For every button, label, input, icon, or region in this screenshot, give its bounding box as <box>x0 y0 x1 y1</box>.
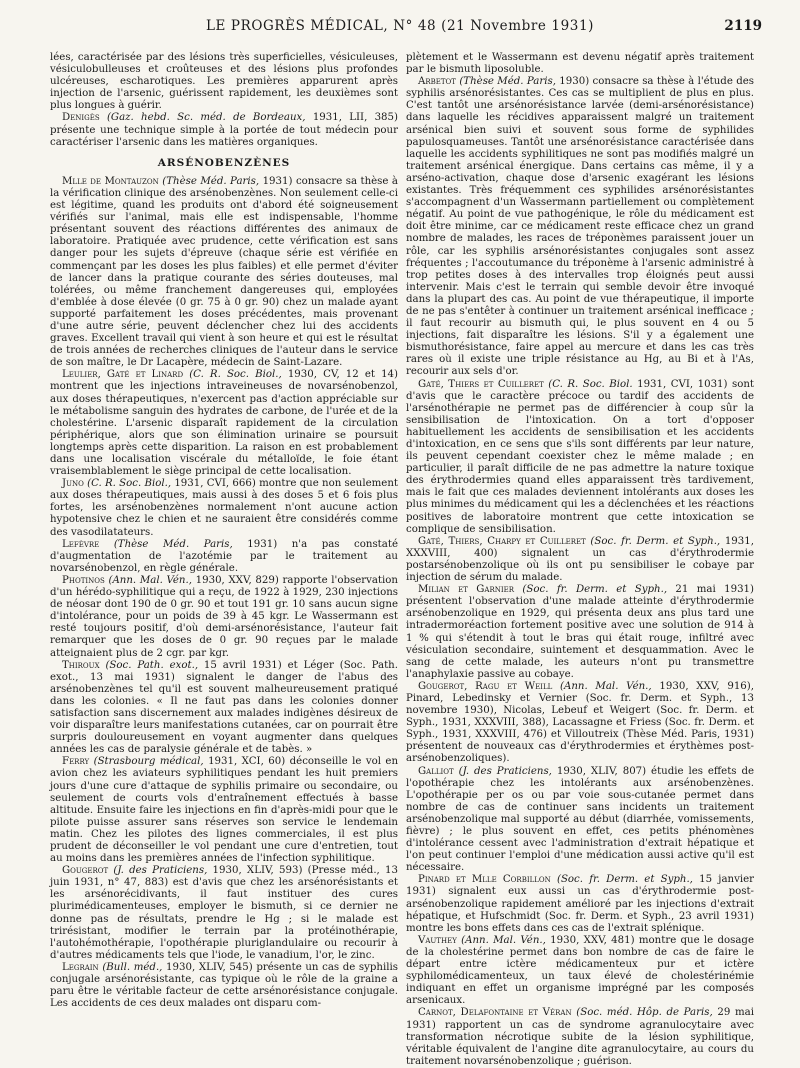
paragraph <box>406 379 754 536</box>
source: (Soc. méd. Hôp. de Paris, <box>576 1007 713 1019</box>
source: (Soc. Path. exot., <box>105 659 199 671</box>
body-text: 1931, CVI, 1031) sont d'avis que le caractère précoce ou tardif des accidents de l'arsénothérapie ne permet pas de différencier à coup sûr la sensibilisation de l'intoxication. On a tort d'opposer habituellement les accidents de sensibilisation et les accidents d'intoxication, en ce sens que s'ils sont différents par leur nature, ils peuvent cependant coexister chez le même malade ; en particulier, il paraît difficile de ne pas admettre la nature toxique des érythrodermies quand elles apparaissent très tardivement, mais le fait que ces malades deviennent intolérants aux doses les plus minimes du médicament qui les a déclenchées et les réactions positives de laboratoire montrent que cette intoxication se complique de sensibilisation. <box>406 378 754 535</box>
body-text: 1931, XCI, 60) déconseille le vol en avion chez les aviateurs syphilitiques pendant les huit premiers jours d'une cure d'attaque de syphilis primaire ou secondaire, ou seulement de courts vols d'entraînement effectués à basse altitude. Ensuite faire les injections en fin d'après-midi pour que le pilote puisse assurer sans réserves son service le lendemain matin. Chez les pilotes des lignes commerciales, il est plus prudent de déconseiller le vol pendant une cure d'entretien, tout au moins dans les premières années de l'infection syphilitique. <box>50 756 399 865</box>
author: Ferry <box>62 756 90 768</box>
author: Thiroux <box>62 659 100 671</box>
source: (Bull. méd., <box>102 961 163 973</box>
paragraph: plètement et le Wassermann est devenu négatif après traitement par le bismuth liposoluble. <box>406 52 754 76</box>
paragraph <box>406 874 754 934</box>
body-text: 1930, CV, 12 et 14) montrent que les injections intraveineuses de novarsénobenzol, aux doses thérapeutiques, n'exercent pas d'action appréciable sur le métabolisme sanguin des hydrates de carbone, de l'urée et de la cholestérine. L'arsenic disparaît rapidement de la circulation périphérique, alors que son élimination urinaire se poursuit longtemps après cette disparition. La raison en est probablement dans une localisation viscérale du métalloïde, le foie étant vraisemblablement le siège principal de cette localisation. <box>50 369 399 478</box>
source: (Soc. fr. Derm. et Syph., <box>556 874 693 886</box>
left-column <box>50 52 398 1010</box>
paragraph <box>50 865 398 962</box>
page-number: 2119 <box>724 18 762 34</box>
paragraph <box>406 76 754 378</box>
source: (Thèse Méd. Paris, <box>162 175 260 187</box>
author: Milian et Garnier <box>418 584 515 596</box>
paragraph <box>50 756 398 865</box>
source: (C. R. Soc. Biol., <box>189 369 282 381</box>
author: Lefèvre <box>62 538 100 550</box>
paragraph <box>50 962 398 1010</box>
paragraph <box>406 935 754 1008</box>
paragraph <box>406 766 754 875</box>
author: Denigès <box>62 112 100 124</box>
source: (C. R. Soc. Biol. <box>548 378 633 390</box>
paragraph <box>50 539 398 575</box>
source: (C. R. Soc. Biol., <box>87 478 172 490</box>
body-text: 1931) consacre sa thèse à la vérification clinique des arsénobenzènes. Non seulement celle-ci est légitime, quand les produits ont d'abord été soigneusement vérifiés sur l'animal, mais elle est indispensable, l'homme présentant souvent des réactions différentes des animaux de laboratoire. Pratiquée avec prudence, cette vérification est sans danger pour les sujets d'épreuve (chaque série est vérifiée en commençant par les doses les plus faibles) et elle permet d'éviter de lancer dans la pratique courante des séries douteuses, mal tolérées, ou même franchement dangereuses qui, employées d'emblée à dose élevée (0 gr. 75 à 0 gr. 90) chez un malade ayant supporté parfaitement les doses précédentes, mais provenant d'une autre série, peuvent déclencher chez lui des accidents graves. Excellent travail qui vient à son heure et qui est le résultat de trois années de recherches cliniques de l'auteur dans le service de son maître, le Dr Lacapère, médecin de Saint-Lazare. <box>50 175 398 369</box>
source: (J. des Praticiens, <box>113 865 208 877</box>
page-header <box>0 18 800 40</box>
body-text: 1931, XXXVIII, 400) signalent un cas d'érythrodermie postarsénobenzolique où ils ont pu sensibiliser le cobaye par injection de sérum du malade. <box>406 535 754 584</box>
body-text: 29 mai 1931) rapportent un cas de syndrome agranulocytaire avec transformation nécrotique subite de la lésion syphilitique, véritable équivalent de l'angine dite agranulocytaire, au cours du traitement novarsénobenzolique ; guérison. <box>406 1007 754 1067</box>
body-text: 1931, LII, 385) présente une technique simple à la portée de tout médecin pour caractériser l'arsenic dans les matières organiques. <box>50 112 398 148</box>
paragraph <box>50 112 398 148</box>
source: (Strasbourg médical, <box>93 756 204 768</box>
body-text: 1930, XLIV, 807) étudie les effets de l'opothérapie chez les intolérants aux arsénobenzènes. L'opothérapie per os ou par voie sous-cutanée permet dans nombre de cas de continuer sans incidents un traitement arsénobenzolique mal supporté au début (diarrhée, vomissements, fièvre) ; le plus souvent en effet, ces petits phénomènes d'intolérance cessent avec l'administration d'extrait hépatique et l'on peut continuer l'emploi d'une médication aussi active qu'il est nécessaire. <box>406 765 754 874</box>
right-column <box>406 52 754 1068</box>
source: (Soc. fr. Derm. et Syph., <box>590 535 721 547</box>
author: Carnot, Delafontaine et Véran <box>418 1007 572 1019</box>
paragraph <box>406 536 754 584</box>
source: (Ann. Mal. Vén., <box>461 934 546 946</box>
author: Legrain <box>62 961 99 973</box>
body-text: 15 avril 1931) et Léger (Soc. Path. exot., 13 mai 1931) signalent le danger de l'abus des arsénobenzènes tel qu'il est souvent malheureusement pratiqué dans les colonies. « Il ne faut pas dans les colonies donner satisfaction sans discernement aux malades indigènes désireux de voir disparaître leurs manifestations cutanées, car on pourrait être surpris douloureusement en voyant augmenter dans quelques années les cas de paralysie générale et de tabès. » <box>50 659 398 756</box>
author: Gaté, Thiers, Charpy et Cuilleret <box>418 535 586 547</box>
author: Galliot <box>418 765 454 777</box>
author: Gougerot <box>62 865 109 877</box>
body-text: 1930) consacre sa thèse à l'étude des syphilis arsénorésistantes. Ces cas se multiplient de plus en plus. C'est tantôt une arsénorésistance larvée (demi-arsénorésistance) dans laquelle les récidives apparaissent malgré un traitement arsénical bien suivi et souvent sous forme de syphilides papulosquameuses. Tantôt une arsénorésistance caractérisée dans laquelle les accidents syphilitiques ne sont pas modifiés malgré un traitement arsénical énergique. Dans certains cas même, il y a arséno-activation, chaque dose d'arsenic exagérant les lésions existantes. Très fréquemment ces syphilides arsénorésistantes s'accompagnent d'un Wassermann partiellement ou complètement négatif. Au point de vue pathogénique, le rôle du médicament est doit être minime, car ce médicament reste efficace chez un grand nombre de malades, les races de tréponèmes paraissent jouer un rôle, car les syphilis arsénorésistantes conjugales sont assez fréquentes ; l'accoutumance du tréponème à l'arsenic administré à trop petites doses à des intervalles trop éloignés peut aussi intervenir. Mais c'est le terrain qui semble devoir être invoqué dans la plupart des cas. Au point de vue thérapeutique, il importe de ne pas s'entêter à continuer un traitement arsénical inefficace ; il faut recourir au bismuth qui, le plus souvent en 4 ou 5 injections, fait disparaître les lésions. S'il y a également une bismuthorésistance, faire appel au mercure et dans les cas très rares où il existe une triple résistance au Hg, au Bi et à l'As, recourir aux sels d'or. <box>406 76 754 378</box>
paragraph <box>50 369 398 478</box>
body-text: 1930, XXV, 829) rapporte l'observation d'un hérédo-syphilitique qui a reçu, de 1922 à 1929, 230 injections de néosar dont 190 de 0 gr. 90 et tout 191 gr. 10 sans aucun signe d'intolérance, pour un poids de 39 à 45 kgr. Le Wassermann est resté toujours positif, d'où demi-arsénorésistance, l'auteur fait remarquer que les doses de 0 gr. 90 reçues par le malade atteignaient plus de 2 cgr. par kgr. <box>50 574 398 659</box>
author: Vauthey <box>418 934 457 946</box>
body-text: 1930, XXV, 916), Pinard, Lebedinsky et Vernier (Soc. fr. Derm. et Syph., 13 novembre 1930), Nicolas, Lebeuf et Weigert (Soc. fr. Derm. et Syph., 1931, XXXVIII, 388), Lacassagne et Friess (Soc. fr. Derm. et Syph., 1931, XXXVIII, 476) et Villoutreix (Thèse Méd. Paris, 1931) présentent de nouveaux cas d'érythrodermies et érythèmes post-arsénobenzoliques). <box>406 680 755 765</box>
paragraph <box>50 575 398 660</box>
paragraph <box>50 176 398 370</box>
paragraph <box>406 681 754 766</box>
source: (Thèse Méd. Paris, <box>459 76 556 88</box>
body-text: 1931, CVI, 666) montre que non seulement aux doses thérapeutiques, mais aussi à des doses 5 et 6 fois plus fortes, les arsénobenzènes normalement n'ont aucune action hypotensive chez le chien et ne sauraient être considérés comme des vasodilatateurs. <box>50 478 398 538</box>
author: Gaté, Thiers et Cuilleret <box>418 378 544 390</box>
source: (Gaz. hebd. Sc. méd. de Bordeaux, <box>106 112 306 124</box>
paragraph <box>50 478 398 538</box>
source: (Ann. Mal. Vén., <box>560 680 652 692</box>
source: (Soc. fr. Derm. et Syph., <box>522 584 668 596</box>
author: Juno <box>62 478 84 490</box>
body-text: 1930, XXV, 481) montre que le dosage de la cholestérine permet dans bon nombre de cas de faire le départ entre ictère médicamenteux pur et ictère syphilomédicamenteux, un taux élevé de cholestérinémie indiquant en effet un organisme imprégné par les composés arsenicaux. <box>406 934 754 1007</box>
body-text: 21 mai 1931) présentent l'observation d'une malade atteinte d'érythrodermie arsénobenzolique en 1929, qui présenta deux ans plus tard une intradermoréaction fortement positive avec une solution de 914 à 1 % qui s'étendit à tout le bras qui était rouge, infiltré avec vésiculation secondaire, suintement et desquammation. Avec le sang de cette malade, les auteurs n'ont pu transmettre l'anaphylaxie passive au cobaye. <box>406 584 755 680</box>
body-text: 1931) n'a pas constaté d'augmentation de l'azotémie par le traitement au novarsénobenzol, en règle générale. <box>50 538 398 574</box>
paragraph <box>406 584 754 681</box>
body-text: 1930, XLIV, 593) (Presse méd., 13 juin 1931, n° 47, 883) est d'avis que chez les arsénorésistants et les arsénorécidivants, il faut instituer des cures plurimédicamenteuses, employer le bismuth, si ce dernier ne donne pas de résultats, prendre le Hg ; si le malade est trirésistant, modifier le terrain par la protéinothérapie, l'autohémothérapie, l'opothérapie pluriglandulaire ou recourir à d'autres médicaments tels que l'iode, le vanadium, l'or, le zinc. <box>50 865 398 961</box>
running-title: LE PROGRÈS MÉDICAL, N° 48 (21 Novembre 1931) <box>205 18 595 34</box>
author: Gougerot, Ragu et Weill <box>418 680 553 692</box>
body-text: 15 janvier 1931) signalent eux aussi un cas d'érythrodermie post-arsénobenzolique rapidement amélioré par les injections d'extrait hépatique, et Hufschmidt (Soc. fr. Derm. et Syph., 23 avril 1931) montre les bons effets dans ces cas de l'extrait splénique. <box>406 874 754 934</box>
author: Pinard et Mlle Corbillon <box>418 874 551 886</box>
paragraph: lées, caractérisée par des lésions très superficielles, vésiculeuses, vésiculobulleuses et croûteuses et des lésions plus profondes ulcéreuses, escharotiques. Les premières apparurent après injection de l'arsenic, guérissent rapidement, les deuxièmes sont plus longues à guérir. <box>50 52 398 112</box>
paragraph <box>50 660 398 757</box>
paragraph <box>406 1007 754 1067</box>
source: (Ann. Mal. Vén., <box>108 574 192 586</box>
author: Arbetot <box>418 76 456 88</box>
body-text: 1930, XLIV, 545) présente un cas de syphilis conjugale arsénorésistante, cas typique où le rôle de la graine a paru être le véritable facteur de cette arsénorésistance conjugale. Les accidents de ces deux malades ont disparu com- <box>50 961 398 1010</box>
author: Photinos <box>62 574 105 586</box>
author: Leulier, Gaté et Linard <box>62 369 184 381</box>
source: (Thèse Méd. Paris, <box>113 538 233 550</box>
section-heading: ARSÉNOBENZÈNES <box>157 156 291 169</box>
author: Mlle de Montauzon <box>62 175 159 187</box>
source: (J. des Praticiens, <box>458 765 552 777</box>
